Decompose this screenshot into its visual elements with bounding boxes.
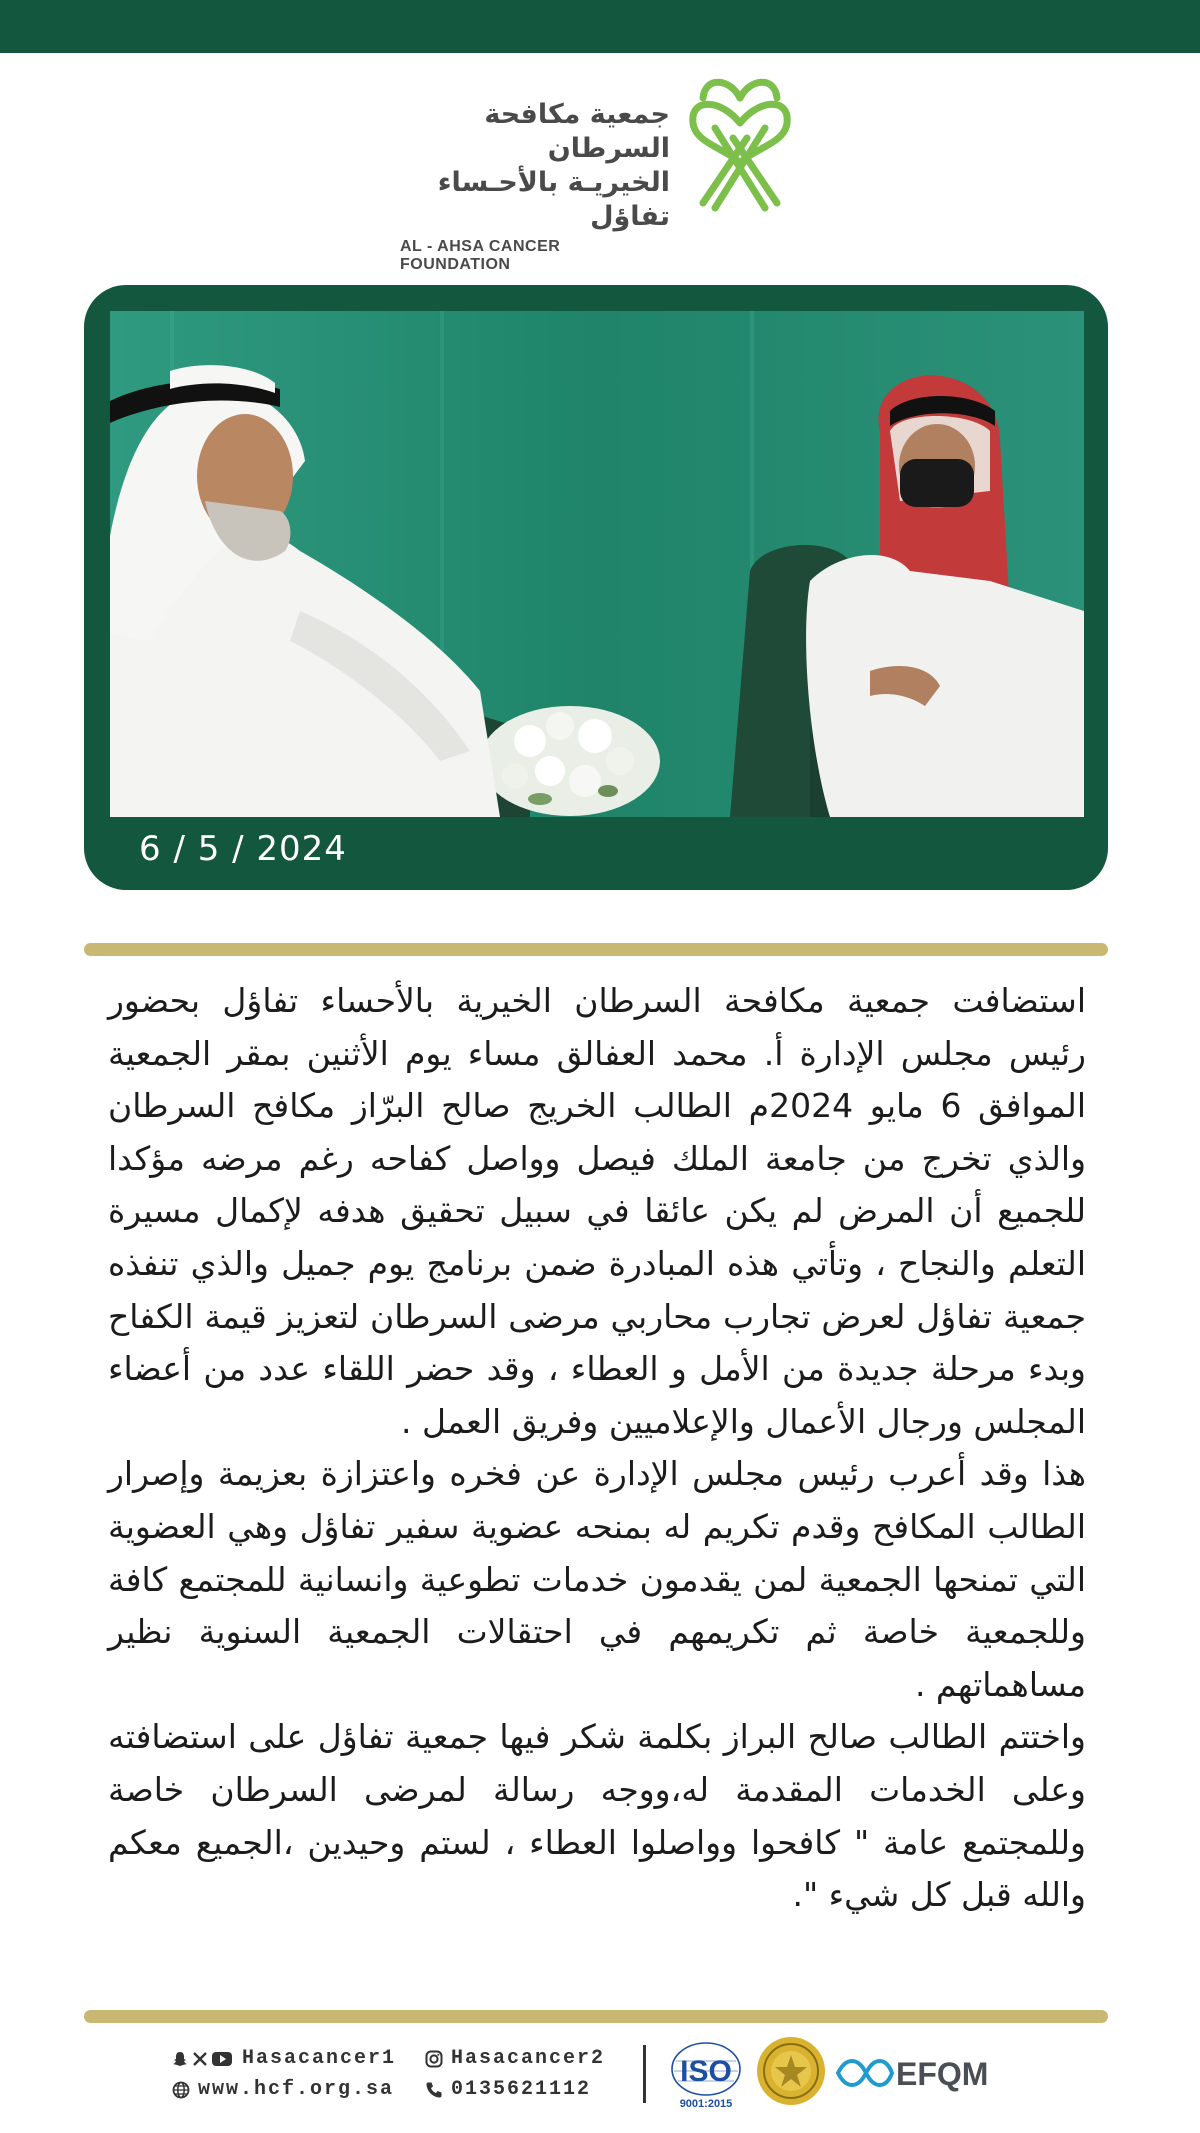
gold-divider-bottom [84, 2010, 1108, 2023]
event-photo [110, 311, 1084, 817]
globe-icon [172, 2081, 190, 2099]
iso-certification-badge [668, 2041, 744, 2111]
article-body [108, 975, 1086, 1922]
website-link[interactable] [172, 2078, 394, 2101]
social-handle-2-text: Hasacancer2 [451, 2047, 606, 2070]
phone-icon [425, 2081, 443, 2099]
footer-divider [643, 2045, 646, 2103]
phone-text: 0135621112 [451, 2078, 592, 2101]
social-handle-1[interactable] [172, 2047, 396, 2070]
foundation-logo [380, 68, 800, 273]
meeting-photo-illustration [110, 311, 1084, 817]
efqm-label: EFQM [896, 2056, 989, 2092]
x-twitter-icon [192, 2051, 208, 2067]
org-name-en: AL - AHSA CANCER FOUNDATION [400, 238, 561, 273]
phone-number[interactable] [425, 2078, 591, 2101]
top-bar [0, 0, 1200, 53]
article-paragraph: استضافت جمعية مكافحة السرطان الخيرية بالأحساء تفاؤل بحضور رئيس مجلس الإدارة أ. محمد العفالق مساء يوم الأثنين بمقر الجمعية الموافق 6 مايو 2024م الطالب الخريج صالح البرّاز مكافح السرطان والذي تخرج من جامعة الملك فيصل وواصل كفاحه رغم مرضه مؤكدا للجميع أن المرض لم يكن عائقا في سبيل تحقيق هدفه لإكمال مسيرة التعلم والنجاح ، وتأتي هذه المبادرة ضمن برنامج يوم جميل والذي تنفذه جمعية تفاؤل لعرض تجارب محاربي مرضى السرطان لتعزيز قيمة الكفاح وبدء مرحلة جديدة من الأمل و العطاء ، وقد حضر اللقاء عدد من أعضاء المجلس ورجال الأعمال والإعلاميين وفريق العمل . [108, 981, 1086, 1441]
org-name-ar-line1: جمعية مكافحة السرطان [484, 99, 670, 164]
instagram-icon [425, 2050, 443, 2068]
footer [0, 2035, 1200, 2133]
youtube-icon [212, 2051, 232, 2067]
article-paragraph: هذا وقد أعرب رئيس مجلس الإدارة عن فخره واعتزازة بعزيمة وإصرار الطالب المكافح وقدم تكريم له بمنحه عضوية سفير تفاؤل وهي العضوية التي تمنحها الجمعية لمن يقدمون خدمات تطوعية وانسانية للمجتمع كافة وللجمعية خاصة ثم تكريمهم في احتقالات الجمعية السنوية نظير مساهماتهم . [108, 1454, 1086, 1704]
iso-label: ISO [680, 2055, 732, 2088]
efqm-logo [832, 2045, 1002, 2101]
logo-text [380, 98, 670, 274]
gold-divider-top [84, 943, 1108, 956]
snapchat-icon [172, 2051, 188, 2067]
government-seal-icon [755, 2035, 827, 2107]
social-handle-2[interactable] [425, 2047, 605, 2070]
photo-card [84, 285, 1108, 890]
website-text: www.hcf.org.sa [198, 2078, 395, 2101]
social-handle-1-text: Hasacancer1 [242, 2047, 397, 2070]
ribbon-heart-icon [685, 68, 795, 213]
org-name-ar-line2: الخيريـة بالأحـساء تفاؤل [437, 167, 670, 232]
social-icons [172, 2051, 232, 2067]
iso-standard: 9001:2015 [679, 2098, 733, 2110]
photo-date: 6 / 5 / 2024 [139, 829, 347, 869]
article-paragraph: واختتم الطالب صالح البراز بكلمة شكر فيها جمعية تفاؤل على استضافته وعلى الخدمات المقدمة له،ووجه رسالة لمرضى السرطان خاصة وللمجتمع عامة " كافحوا وواصلوا العطاء ، لستم وحيدين ،الجميع معكم والله قبل كل شيء ". [108, 1717, 1086, 1915]
